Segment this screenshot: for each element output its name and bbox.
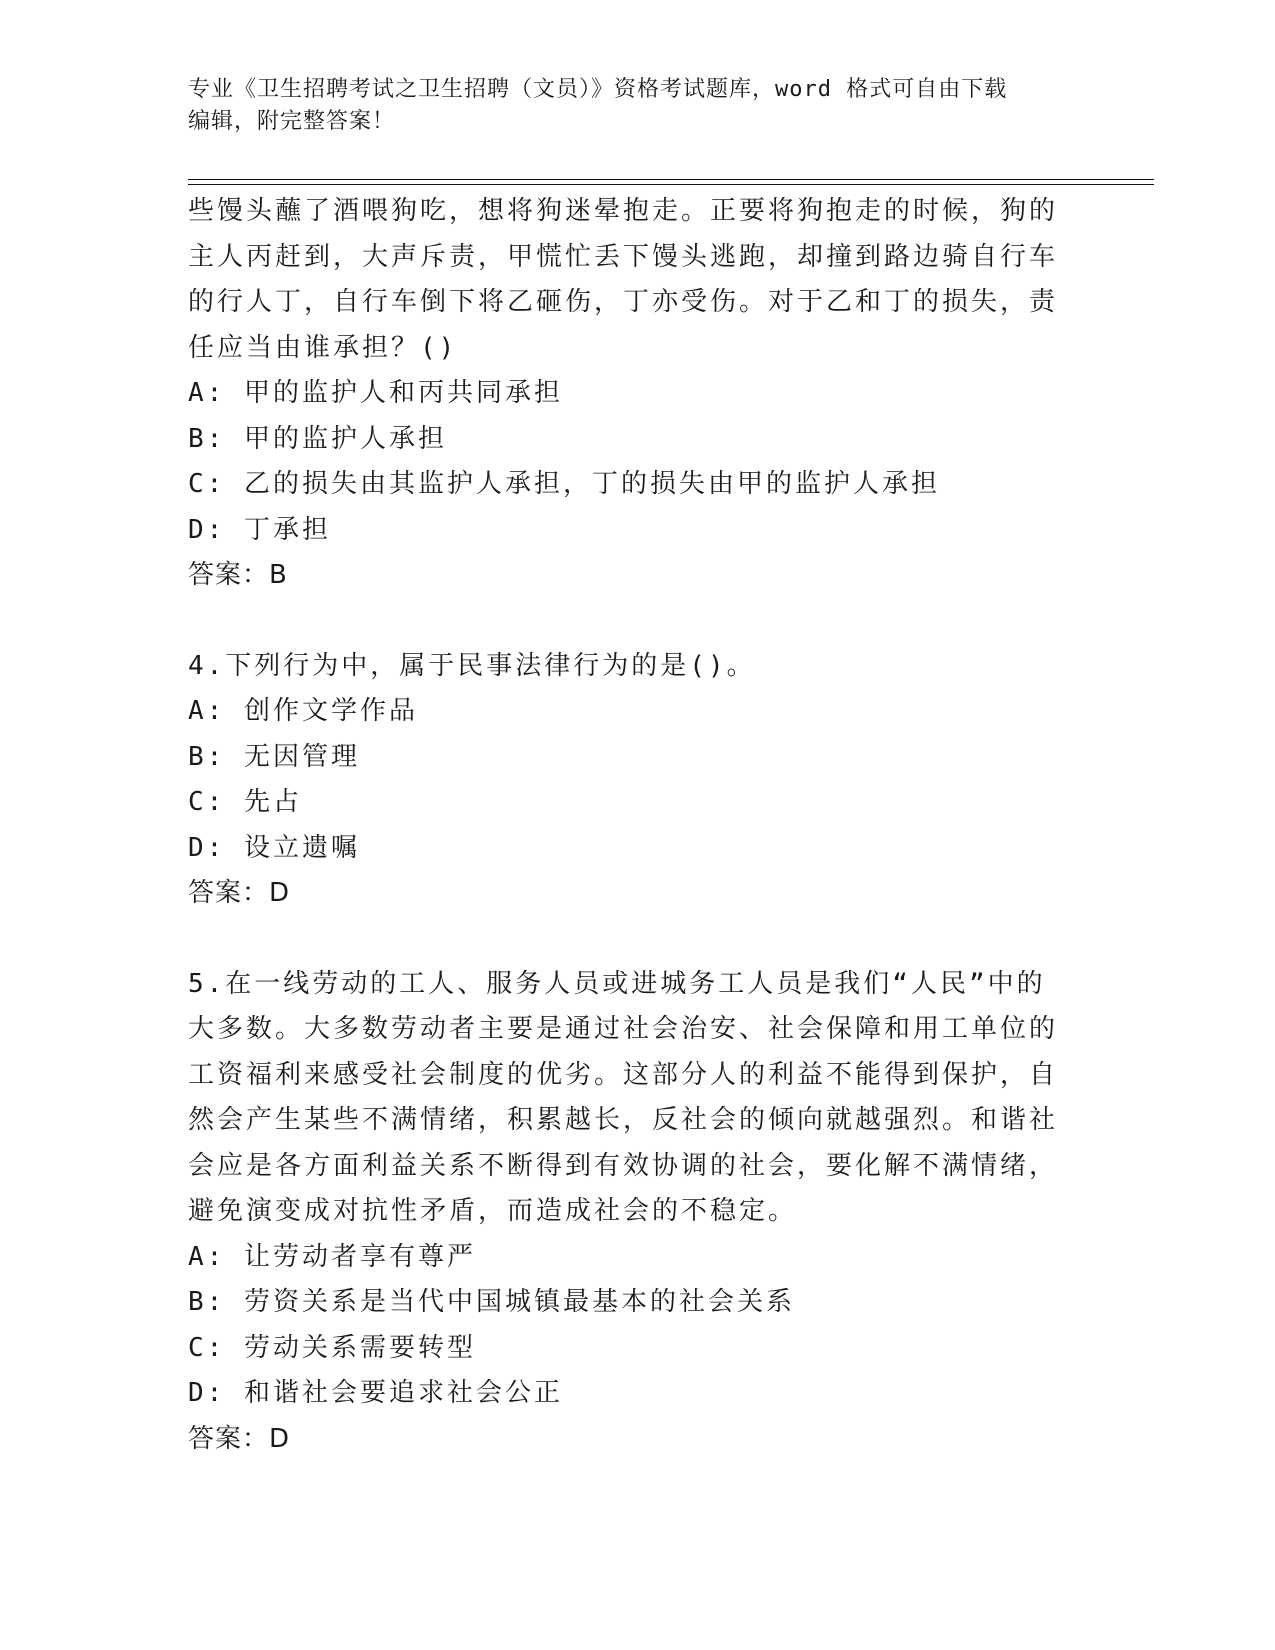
option-d: D: 丁承担: [188, 514, 331, 545]
option-b: B: 甲的监护人承担: [188, 423, 447, 454]
page-header: [188, 74, 1068, 138]
answer-line: 答案：B: [188, 560, 288, 590]
answer-line: 答案：D: [188, 878, 291, 908]
question-text-line: 主人丙赶到，大声斥责，甲慌忙丢下馒头逃跑，却撞到路边骑自行车: [188, 241, 1059, 272]
option-d: D: 设立遗嘱: [188, 832, 360, 863]
question-text-line: 大多数。大多数劳动者主要是通过社会治安、社会保障和用工单位的: [188, 1014, 1059, 1044]
question-list: [188, 189, 1068, 1462]
option-a: A: 让劳动者享有尊严: [188, 1241, 476, 1272]
question-text-line: 工资福利来感受社会制度的优劣。这部分人的利益不能得到保护，自: [188, 1059, 1059, 1090]
option-a: A: 甲的监护人和丙共同承担: [188, 378, 563, 408]
question-text-line: 会应是各方面利益关系不断得到有效协调的社会，要化解不满情绪，: [188, 1150, 1059, 1181]
option-c: C: 乙的损失由其监护人承担，丁的损失由甲的监护人承担: [188, 469, 940, 499]
option-c: C: 劳动关系需要转型: [188, 1332, 476, 1363]
question-text-line: 然会产生某些不满情绪，积累越长，反社会的倾向就越强烈。和谐社: [188, 1105, 1059, 1135]
question-text-line: 的行人丁，自行车倒下将乙砸伤，丁亦受伤。对于乙和丁的损失，责: [188, 287, 1059, 317]
question-text-line: 5.在一线劳动的工人、服务人员或进城务工人员是我们“人民”中的: [188, 968, 1046, 999]
question-3: [188, 189, 1068, 599]
header-line-2: 编辑，附完整答案！: [188, 109, 396, 134]
header-rule-bottom: [188, 184, 1154, 185]
question-text-line: 4.下列行为中，属于民事法律行为的是()。: [188, 650, 756, 681]
spacer: [188, 917, 1068, 962]
question-text-line: 些馒头蘸了酒喂狗吃，想将狗迷晕抱走。正要将狗抱走的时候，狗的: [188, 196, 1059, 226]
question-text-line: 任应当由谁承担？(): [188, 332, 458, 363]
option-d: D: 和谐社会要追求社会公正: [188, 1378, 563, 1408]
question-4: [188, 644, 1068, 917]
option-b: B: 劳资关系是当代中国城镇最基本的社会关系: [188, 1287, 795, 1317]
option-c: C: 先占: [188, 787, 302, 817]
spacer: [188, 599, 1068, 644]
option-b: B: 无因管理: [188, 741, 360, 772]
question-text-line: 避免演变成对抗性矛盾，而造成社会的不稳定。: [188, 1196, 798, 1226]
answer-line: 答案：D: [188, 1423, 291, 1454]
option-a: A: 创作文学作品: [188, 696, 418, 726]
header-line-1: 专业《卫生招聘考试之卫生招聘（文员）》资格考试题库，word 格式可自由下载: [188, 77, 1008, 102]
question-5: [188, 962, 1068, 1463]
header-rule-top: [188, 179, 1154, 180]
